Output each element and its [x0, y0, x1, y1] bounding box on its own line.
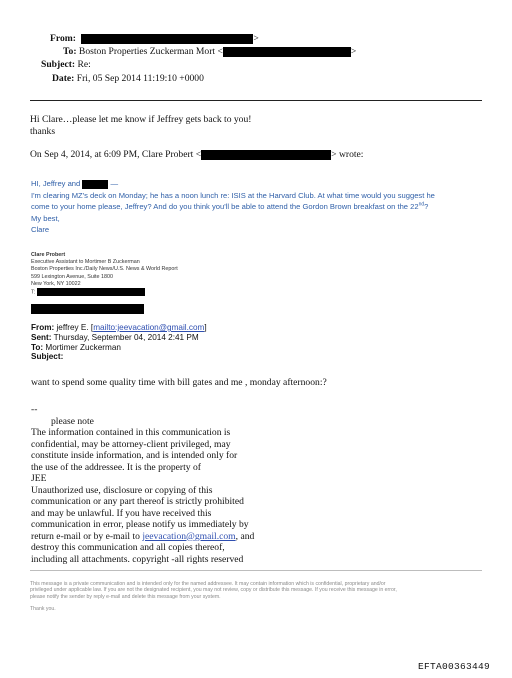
disclaimer-line: communication in error, please notify us immediately by — [31, 519, 249, 530]
signature-address: New York, NY 10022 — [31, 280, 81, 287]
disclaimer-line: confidential, may be attorney-client privileged, may — [31, 438, 231, 450]
disclaimer-line: and may be unlawful. If you have received this — [31, 507, 212, 519]
redacted-block — [81, 34, 253, 44]
fwd-from-row — [31, 323, 207, 333]
quoted-greeting — [31, 178, 435, 190]
quote-intro-text: On Sep 4, 2014, at 6:09 PM, Clare Probert < — [30, 149, 202, 160]
signature-company: Boston Properties Inc./Daily News/U.S. News & World Report — [31, 266, 178, 273]
quoted-line-end: ? — [424, 202, 429, 211]
subject-label: Subject: — [41, 59, 76, 70]
fwd-from-value: jeffrey E. [ — [56, 323, 94, 332]
redacted-block — [201, 150, 331, 160]
fwd-from-end: ] — [204, 323, 207, 332]
fwd-sent-value: Thursday, September 04, 2014 2:41 PM — [53, 332, 199, 342]
quoted-line — [31, 201, 435, 213]
forwarded-header — [31, 323, 207, 362]
angle-close: > — [350, 46, 357, 57]
disclaimer-line: including all attachments. copyright -all rights reserved — [31, 553, 244, 565]
header-from-row — [50, 33, 259, 45]
redacted-block — [37, 288, 145, 296]
disclaimer-line: the use of the addressee. It is the property of — [31, 461, 201, 473]
header-to-row — [63, 46, 356, 58]
angle-close: > — [253, 33, 259, 44]
document-id: EFTA00363449 — [418, 661, 491, 672]
reply-line: Hi Clare…please let me know if Jeffrey gets back to you! — [30, 114, 252, 125]
fwd-subject-row — [31, 352, 207, 362]
greeting-text: HI, Jeffrey and — [31, 179, 81, 188]
date-value: Fri, 05 Sep 2014 11:19:10 +0000 — [76, 73, 204, 84]
greeting-dash: — — [110, 179, 119, 188]
header-subject-row — [41, 59, 91, 71]
message-body: want to spend some quality time with bill gates and me , monday afternoon:? — [31, 377, 327, 388]
disclaimer-line — [31, 531, 254, 543]
redacted-block — [31, 304, 144, 314]
fwd-to-row — [31, 343, 207, 353]
footer-line: please notify the sender by reply e-mail and delete this message from your system. — [30, 593, 221, 600]
disclaimer-block — [31, 404, 254, 565]
header-divider — [30, 100, 482, 101]
disclaimer-note: please note — [51, 415, 94, 427]
fwd-to-label: To: — [31, 342, 44, 352]
redacted-block — [82, 180, 108, 189]
mailto-link[interactable]: mailto:jeevacation@gmail.com — [93, 323, 205, 332]
redacted-block — [223, 47, 351, 57]
signature-block — [31, 252, 178, 297]
disclaimer-line: JEE — [31, 473, 47, 484]
disclaimer-line: The information contained in this communication is — [31, 427, 231, 438]
footer-divider — [30, 570, 482, 571]
header-date-row — [52, 73, 204, 85]
disclaimer-dashes: -- — [31, 404, 38, 415]
quoted-line: I'm clearing MZ's deck on Monday; he has a noon lunch re: ISIS at the Harvard Club. At what time would you suggest he — [31, 190, 435, 200]
quote-intro — [30, 149, 363, 161]
fwd-from-label: From: — [31, 323, 55, 332]
quoted-closing: My best, — [31, 213, 60, 223]
signature-name: Clare Probert — [31, 252, 66, 258]
fwd-sent-row — [31, 333, 207, 343]
from-label: From: — [50, 33, 76, 44]
to-label: To: — [63, 46, 77, 57]
quoted-message — [31, 178, 435, 236]
subject-value: Re: — [77, 59, 91, 70]
quote-intro-end: > wrote: — [331, 149, 364, 160]
disclaimer-line: destroy this communication and all copies thereof, — [31, 542, 225, 553]
date-label: Date: — [52, 73, 75, 84]
disclaimer-line: constitute inside information, and is intended only for — [31, 450, 238, 461]
fwd-to-value: Mortimer Zuckerman — [45, 342, 121, 352]
footer-line: privileged under applicable law. If you are not the designated recipient, you may not review, copy or distribute this message. If you receive this message in error, — [30, 587, 397, 594]
disclaimer-text: , and — [235, 530, 255, 542]
to-value: Boston Properties Zuckerman Mort < — [78, 46, 223, 57]
fwd-sent-label: Sent: — [31, 332, 52, 342]
reply-body — [30, 114, 251, 137]
fwd-subject-label: Subject: — [31, 352, 64, 362]
signature-title: Executive Assistant to Mortimer B Zuckerman — [31, 259, 140, 266]
quoted-line-text: come to your home please, Jeffrey? And do you think you'll be able to attend the Gordon Brown breakfast on the 22 — [31, 202, 419, 211]
disclaimer-line: communication or any part thereof is strictly prohibited — [31, 496, 244, 507]
signature-phone — [31, 288, 178, 297]
reply-line: thanks — [30, 125, 56, 137]
disclaimer-line: Unauthorized use, disclosure or copying of this — [31, 484, 213, 496]
signature-address: 599 Lexington Avenue, Suite 1800 — [31, 273, 114, 280]
footer-line: This message is a private communication and is intended only for the named addressee. It may contain information which is confidential, proprietary and/or — [30, 581, 386, 587]
footer-thanks: Thank you. — [30, 606, 56, 613]
phone-label: T: — [31, 289, 36, 296]
disclaimer-text: return e-mail or by e-mail to — [31, 530, 143, 542]
quoted-name: Clare — [31, 225, 50, 234]
quoted-superscript: nd — [418, 201, 425, 208]
footer-notice — [30, 581, 397, 613]
email-link[interactable]: jeevacation@gmail.com — [142, 530, 236, 542]
